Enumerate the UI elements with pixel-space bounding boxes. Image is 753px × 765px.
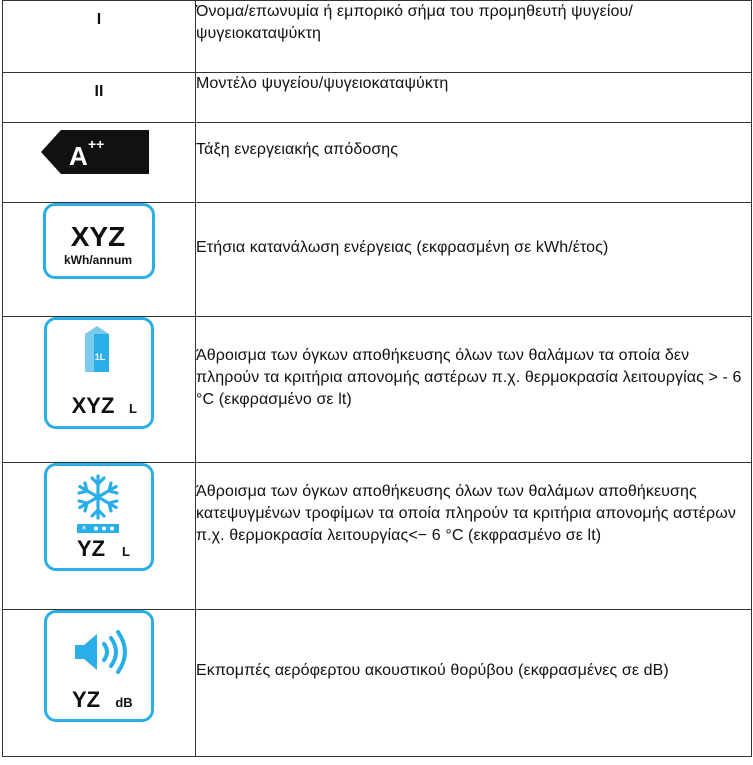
- star-rating-strip-icon: [77, 524, 119, 535]
- consumption-unit: kWh/annum: [64, 253, 132, 267]
- row-description: Εκπομπές αερόφερτου ακουστικού θορύβου (εκφρασμένες σε dB): [196, 610, 752, 757]
- row-icon-cell: [3, 203, 196, 317]
- row-icon-cell: [3, 610, 196, 757]
- table-row: [3, 317, 752, 463]
- energy-label-legend-table: [2, 0, 752, 757]
- frozen-volume-value: YZ: [76, 536, 106, 561]
- svg-text:*: *: [81, 525, 87, 535]
- speaker-icon: [75, 632, 125, 672]
- row-label-cell: [3, 73, 196, 123]
- row-description: Μοντέλο ψυγείου/ψυγειοκαταψύκτη: [196, 73, 752, 123]
- table-row: [3, 203, 752, 317]
- table-row: [3, 463, 752, 610]
- fresh-volume-icon: [44, 317, 154, 429]
- frozen-volume-unit: L: [122, 544, 130, 559]
- row-label-cell: [3, 1, 196, 73]
- energy-class-arrow-icon: [39, 127, 159, 177]
- row-icon-cell: [3, 123, 196, 203]
- energy-class-plus: ++: [88, 136, 105, 152]
- milk-carton-icon: [85, 326, 109, 372]
- table-row: [3, 123, 752, 203]
- energy-consumption-icon: [43, 203, 155, 279]
- row-label-ii: II: [94, 83, 104, 100]
- noise-unit: dB: [115, 695, 133, 710]
- row-icon-cell: [3, 317, 196, 463]
- row-label-i: I: [96, 11, 102, 28]
- fresh-volume-unit: L: [129, 401, 137, 416]
- table-row: [3, 73, 752, 123]
- frozen-volume-icon: [44, 463, 154, 571]
- fresh-volume-value: XYZ: [71, 393, 115, 418]
- row-description: Τάξη ενεργειακής απόδοσης: [196, 123, 752, 203]
- row-icon-cell: [3, 463, 196, 610]
- noise-emission-icon: [44, 610, 154, 722]
- table-row: [3, 610, 752, 757]
- row-description: Άθροισμα των όγκων αποθήκευσης όλων των θαλάμων αποθήκευσης κατεψυγμένων τροφίμων τα οποία πληρούν τα κριτήρια απονομής αστέρων π.χ. θερμοκρασία λειτουργίας<− 6 °C (εκφρασμένο σε lt): [196, 463, 752, 610]
- noise-value: YZ: [71, 687, 101, 712]
- carton-label: 1L: [94, 352, 106, 362]
- snowflake-icon: [79, 476, 117, 518]
- row-description: Ετήσια κατανάλωση ενέργειας (εκφρασμένη σε kWh/έτος): [196, 203, 752, 317]
- consumption-value: XYZ: [70, 221, 126, 252]
- energy-class-letter: A: [69, 141, 88, 171]
- table-row: [3, 1, 752, 73]
- row-description: Άθροισμα των όγκων αποθήκευσης όλων των θαλάμων τα οποία δεν πληρούν τα κριτήρια απονομής αστέρων π.χ. θερμοκρασία λειτουργίας > - 6 °C (εκφρασμένο σε lt): [196, 317, 752, 463]
- row-description: Όνομα/επωνυμία ή εμπορικό σήμα του προμηθευτή ψυγείου/ψυγειοκαταψύκτη: [196, 1, 752, 73]
